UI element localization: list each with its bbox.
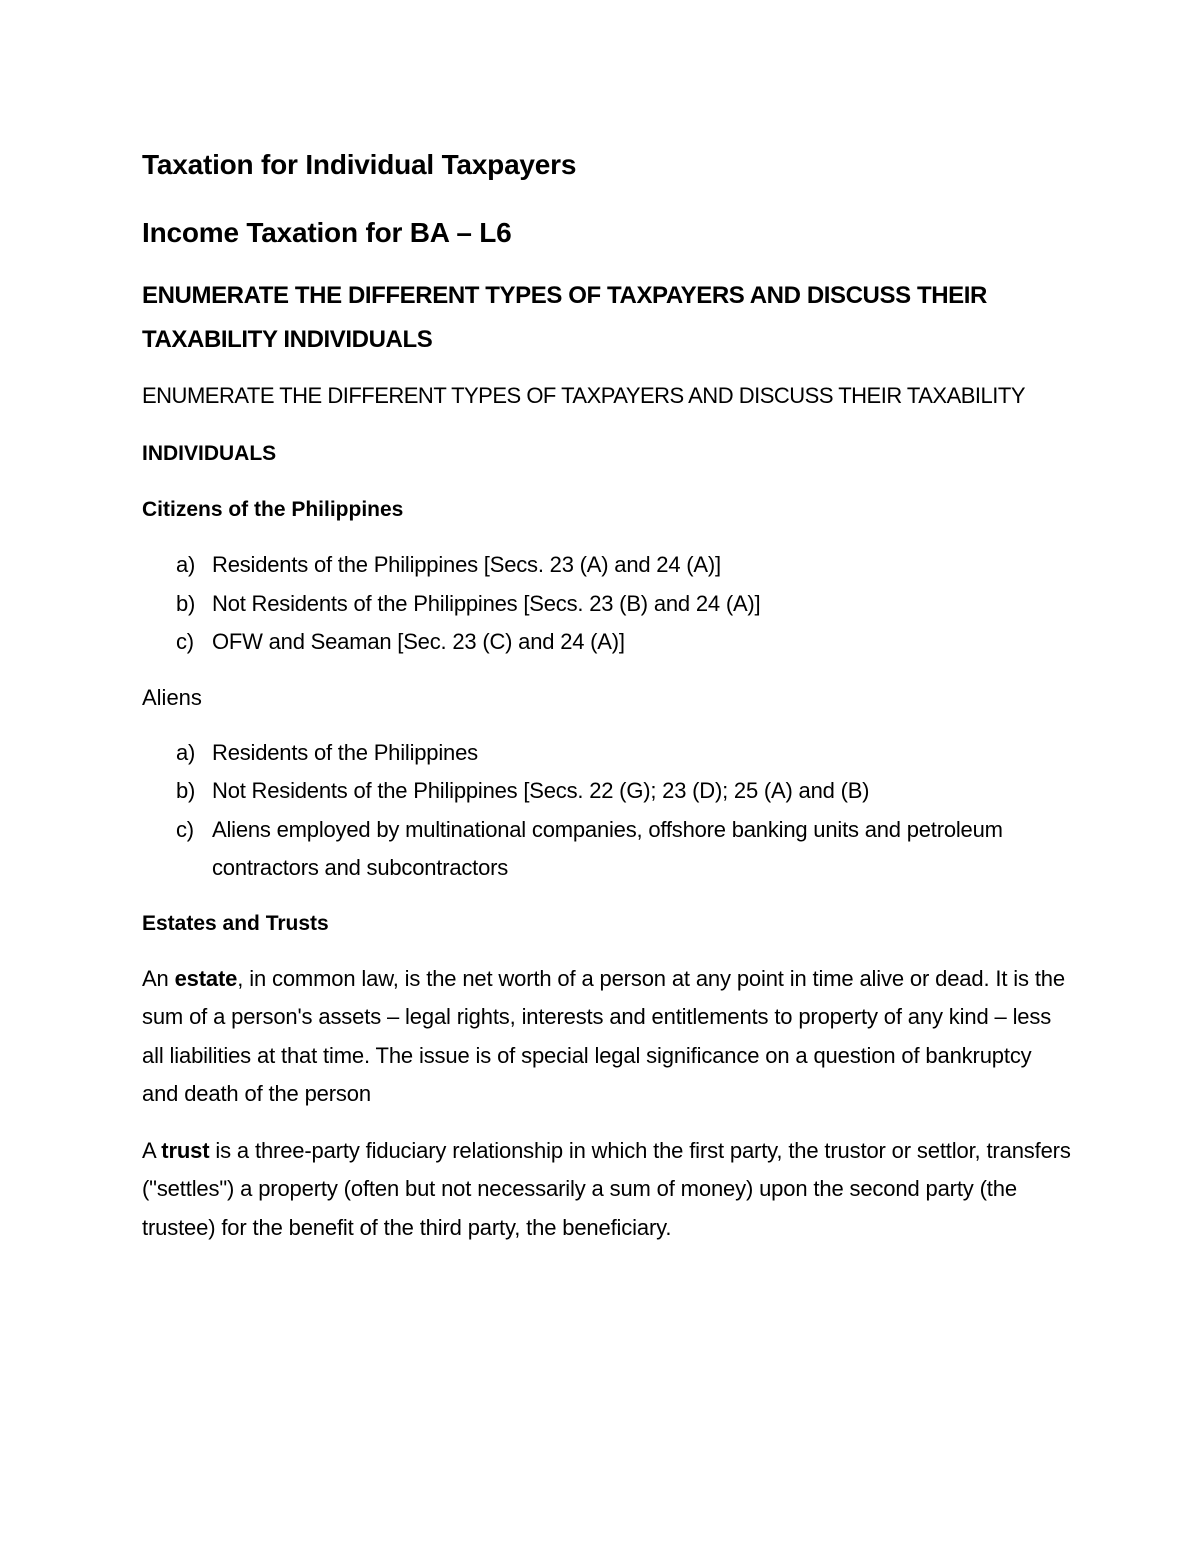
list-item-text: Residents of the Philippines [Secs. 23 (A) and 24 (A)]	[212, 552, 721, 577]
estate-definition: , in common law, is the net worth of a person at any point in time alive or dead. It is the sum of a person's assets – legal rights, interests and entitlements to property of any kind – less all liabilities at that time. The issue is of special legal significance on a question of bankruptcy and death of the person	[142, 965, 1065, 1106]
estates-trusts-heading: Estates and Trusts	[142, 911, 329, 935]
document-body	[142, 140, 1072, 1265]
list-item	[142, 734, 1072, 773]
aliens-list	[142, 734, 1072, 888]
trust-prefix: A	[142, 1137, 162, 1163]
document-title: Taxation for Individual Taxpayers	[142, 149, 577, 180]
list-marker: c)	[176, 629, 194, 654]
list-item-text: Aliens employed by multinational companies, offshore banking units and petroleum contractors and subcontractors	[212, 816, 1003, 880]
list-item	[142, 623, 1072, 662]
estate-prefix: An	[142, 965, 175, 991]
trust-definition: is a three-party fiduciary relationship in which the first party, the trustor or settlor, transfers ("settles") a property (often but not necessarily a sum of money) upon the second party (the trustee) for the benefit of the third party, the beneficiary.	[142, 1137, 1071, 1240]
list-marker: b)	[176, 778, 196, 803]
list-marker: a)	[176, 552, 196, 577]
citizens-list	[142, 546, 1072, 662]
bold-heading: ENUMERATE THE DIFFERENT TYPES OF TAXPAYERS AND DISCUSS THEIR TAXABILITY INDIVIDUALS	[142, 282, 987, 353]
list-marker: b)	[176, 590, 196, 616]
citizens-heading: Citizens of the Philippines	[142, 498, 404, 521]
list-item-text: Not Residents of the Philippines [Secs. 23 (B) and 24 (A)]	[212, 590, 761, 616]
trust-paragraph	[142, 1132, 1072, 1248]
list-item	[142, 772, 1072, 811]
list-marker: a)	[176, 739, 196, 765]
list-item	[142, 546, 1072, 585]
list-item	[142, 811, 1072, 888]
list-item-text: Not Residents of the Philippines [Secs. 22 (G); 23 (D); 25 (A) and (B)	[212, 778, 870, 803]
aliens-heading: Aliens	[142, 684, 202, 710]
document-subtitle: Income Taxation for BA – L6	[142, 217, 512, 248]
estate-term: estate	[174, 965, 238, 991]
individuals-heading: INDIVIDUALS	[142, 442, 277, 465]
list-marker: c)	[176, 816, 194, 842]
plain-heading: ENUMERATE THE DIFFERENT TYPES OF TAXPAYERS AND DISCUSS THEIR TAXABILITY	[142, 383, 1025, 408]
list-item	[142, 585, 1072, 624]
estate-paragraph	[142, 960, 1072, 1114]
list-item-text: Residents of the Philippines	[212, 739, 478, 765]
trust-term: trust	[161, 1137, 210, 1163]
list-item-text: OFW and Seaman [Sec. 23 (C) and 24 (A)]	[212, 629, 625, 654]
